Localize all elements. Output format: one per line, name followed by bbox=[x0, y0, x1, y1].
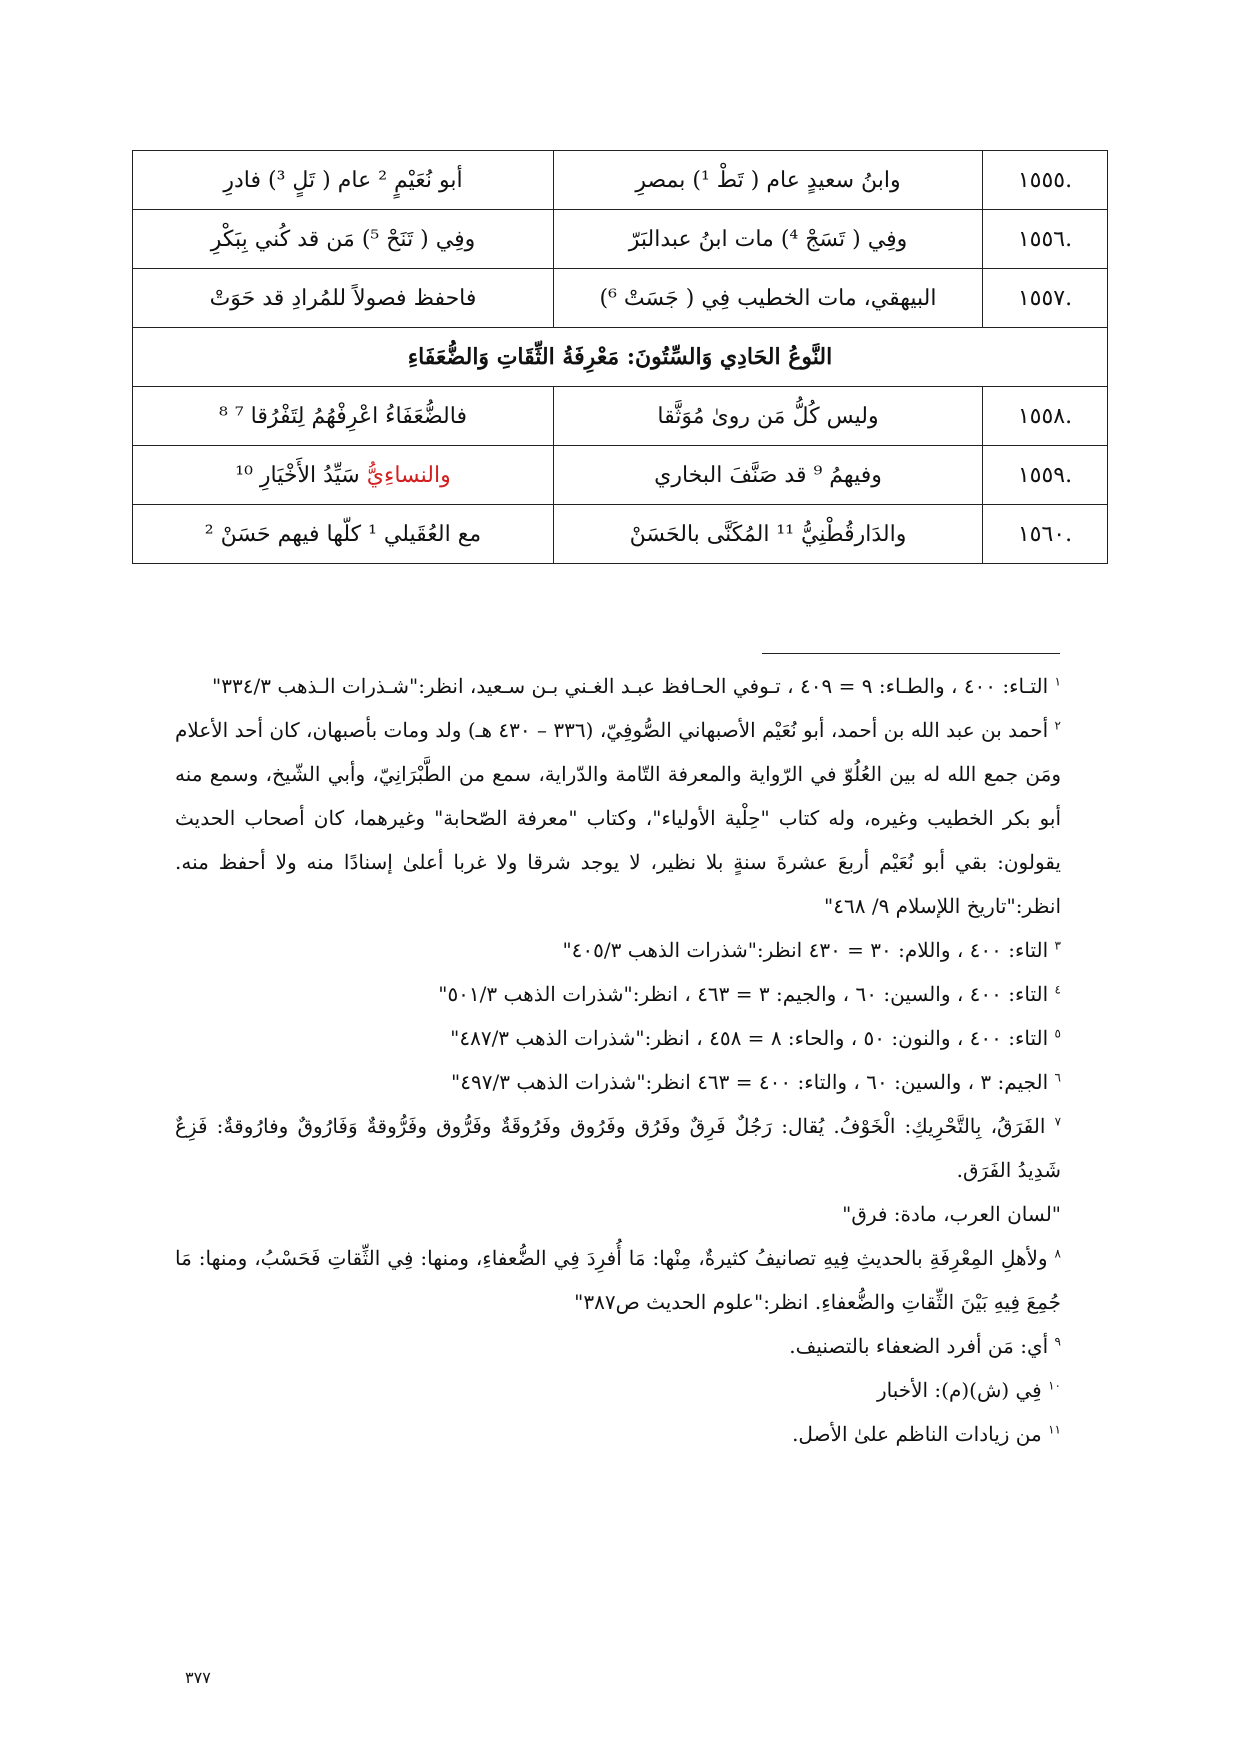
verse-first-hemistich: وليس كُلُّ مَن روىٰ مُوَثَّقا bbox=[554, 387, 983, 446]
footnote-number: ٥ bbox=[1054, 1026, 1061, 1041]
table-row bbox=[133, 505, 1108, 564]
footnote bbox=[175, 664, 1061, 708]
footnote-text: أحمد بن عبد الله بن أحمد، أبو نُعَيْم الأصبهاني الصُّوفِيّ، (٣٣٦ – ٤٣٠ هـ) ولد ومات بأصبهان، كان أحد الأعلام ومَن جمع الله له بين العُلُوّ في الرّواية والمعرفة التّامة والدّراية، سمع من الطَّبْرَانِيّ، وأبي الشّيخ، وسمع منه أبو بكر الخطيب وغيره، وله كتاب "حِلْية الأولياء"، وكتاب "معرفة الصّحابة" وغيرهما، كان أصحاب الحديث يقولون: بقي أبو نُعَيْم أربعَ عشرةَ سنةٍ بلا نظير، لا يوجد شرقا ولا غربا أعلىٰ إسنادًا منه ولا أحفظ منه. انظر:"تاريخ اللإسلام ٩/ ٤٦٨" bbox=[175, 718, 1061, 918]
footnote bbox=[175, 1060, 1061, 1104]
table-row bbox=[133, 446, 1108, 505]
footnote-number: ٨ bbox=[1054, 1246, 1061, 1261]
footnote bbox=[175, 1104, 1061, 1192]
verse-second-hemistich bbox=[133, 387, 554, 446]
footnote-number: ١١ bbox=[1048, 1422, 1061, 1437]
footnote-separator bbox=[762, 653, 1060, 654]
page-number: ٣٧٧ bbox=[185, 1668, 211, 1687]
verse-first-hemistich: وابنُ سعيدٍ عام ( تَطْ ¹) بمصرِ bbox=[554, 151, 983, 210]
footnote bbox=[175, 1236, 1061, 1324]
verse-first-hemistich: وفيهمُ ⁹ قد صَنَّفَ البخاري bbox=[554, 446, 983, 505]
verse-first-hemistich: وفِي ( تَسَجْ ⁴) مات ابنُ عبدالبَرّ bbox=[554, 210, 983, 269]
verse-number: .١٥٥٥ bbox=[983, 151, 1108, 210]
footnote-number: ١٠ bbox=[1048, 1378, 1061, 1393]
footnote-text: الفَرَقُ، بِالتَّحْرِيكِ: الْخَوْفُ. يُقال: رَجُلٌ فَرِقٌ وفَرُق وفَرُوق وفَرُوقَةٌ وفَرُّوق وفَرُّوقةٌ وَفَارُوقٌ وفارُوقةٌ: فَزِعٌ شَدِيدُ الفَرَق. bbox=[175, 1114, 1061, 1182]
table-row bbox=[133, 387, 1108, 446]
footnote-text: التاء: ٤٠٠ ، والسين: ٦٠ ، والجيم: ٣ = ٤٦٣ ، انظر:"شذرات الذهب ٥٠١/٣" bbox=[438, 982, 1049, 1006]
footnote-text: التاء: ٤٠٠ ، والنون: ٥٠ ، والحاء: ٨ = ٤٥٨ ، انظر:"شذرات الذهب ٤٨٧/٣" bbox=[450, 1026, 1049, 1050]
footnote-number: ٧ bbox=[1054, 1114, 1062, 1129]
verse-text: سَيِّدُ الأَخْيَارِ ¹⁰ bbox=[235, 462, 360, 488]
footnote bbox=[175, 1368, 1061, 1412]
footnote bbox=[175, 1016, 1061, 1060]
footnote-number: ٦ bbox=[1054, 1070, 1061, 1085]
footnote bbox=[175, 708, 1061, 928]
footnote-number: ٩ bbox=[1054, 1334, 1061, 1349]
footnote-text: الجيم: ٣ ، والسين: ٦٠ ، والتاء: ٤٠٠ = ٤٦٣ انظر:"شذرات الذهب ٤٩٧/٣" bbox=[451, 1070, 1049, 1094]
verse-second-hemistich: وفِي ( تَنَحْ ⁵) مَن قد كُني بِبَكْرِ bbox=[133, 210, 554, 269]
section-heading: النَّوعُ الحَادِي وَالسِّتُونَ: مَعْرِفَةُ الثِّقَاتِ وَالضُّعَفَاءِ bbox=[133, 328, 1108, 387]
verse-number: .١٥٥٧ bbox=[983, 269, 1108, 328]
footnote bbox=[175, 928, 1061, 972]
verse-second-hemistich: أبو نُعَيْمٍ ² عام ( تَلٍ ³) فادرِ bbox=[133, 151, 554, 210]
verse-text: فالضُّعَفَاءُ اعْرِفْهُمُ لِتَفْرُقا ⁷ ⁸ bbox=[219, 403, 467, 429]
footnote-source bbox=[175, 1192, 1061, 1236]
footnote bbox=[175, 1324, 1061, 1368]
verse-number: .١٥٥٦ bbox=[983, 210, 1108, 269]
table-row bbox=[133, 151, 1108, 210]
footnote bbox=[175, 1412, 1061, 1456]
footnote-text: التـاء: ٤٠٠ ، والطـاء: ٩ = ٤٠٩ ، تـوفي الحـافظ عبـد الغـني بـن سـعيد، انظر:"شـذرات الـذهب ٣٣٤/٣" bbox=[212, 674, 1049, 698]
footnote-text: ولأهلِ المِعْرِفَةِ بالحديثِ فِيهِ تصانيفُ كثيرةٌ، مِنْها: مَا أُفرِدَ فِي الضُّعفاءِ، ومنها: فِي الثِّقاتِ فَحَسْبُ، ومنها: مَا جُمِعَ فِيهِ بَيْنَ الثِّقاتِ والضُّعفاءِ. انظر:"علوم الحديث ص٣٨٧" bbox=[175, 1246, 1061, 1314]
verse-second-hemistich bbox=[133, 505, 554, 564]
table-row bbox=[133, 269, 1108, 328]
footnote-text: أي: مَن أفرد الضعفاء بالتصنيف. bbox=[789, 1334, 1049, 1358]
verse-first-hemistich: والدَارقُطْنِيُّ ¹¹ المُكَنَّى بالحَسَنْ bbox=[554, 505, 983, 564]
verse-number: .١٥٥٨ bbox=[983, 387, 1108, 446]
footnote-number: ٤ bbox=[1054, 982, 1061, 997]
verse-number: .١٥٥٩ bbox=[983, 446, 1108, 505]
footnote-number: ٣ bbox=[1054, 938, 1061, 953]
highlighted-name: والنساءِيُّ bbox=[366, 462, 451, 488]
footnotes bbox=[175, 664, 1061, 1456]
footnote-text: "لسان العرب، مادة: فرق" bbox=[842, 1202, 1061, 1226]
section-heading-row bbox=[133, 328, 1108, 387]
verse-first-hemistich: البيهقي، مات الخطيب فِي ( جَسَتْ ⁶) bbox=[554, 269, 983, 328]
verse-text: مع العُقَيلي ¹ كلّها فيهم حَسَنْ ² bbox=[204, 521, 482, 547]
footnote-text: فِي (ش)(م): الأخبار bbox=[876, 1378, 1042, 1402]
footnote bbox=[175, 972, 1061, 1016]
verse-table bbox=[132, 150, 1108, 564]
footnote-text: من زيادات الناظم علىٰ الأصل. bbox=[792, 1422, 1042, 1446]
verse-second-hemistich bbox=[133, 446, 554, 505]
verse-second-hemistich: فاحفظ فصولاً للمُرادِ قد حَوَتْ bbox=[133, 269, 554, 328]
footnote-number: ٢ bbox=[1054, 718, 1061, 733]
table-row bbox=[133, 210, 1108, 269]
footnote-text: التاء: ٤٠٠ ، واللام: ٣٠ = ٤٣٠ انظر:"شذرات الذهب ٤٠٥/٣" bbox=[562, 938, 1049, 962]
footnote-number: ١ bbox=[1054, 674, 1061, 689]
verse-number: .١٥٦٠ bbox=[983, 505, 1108, 564]
